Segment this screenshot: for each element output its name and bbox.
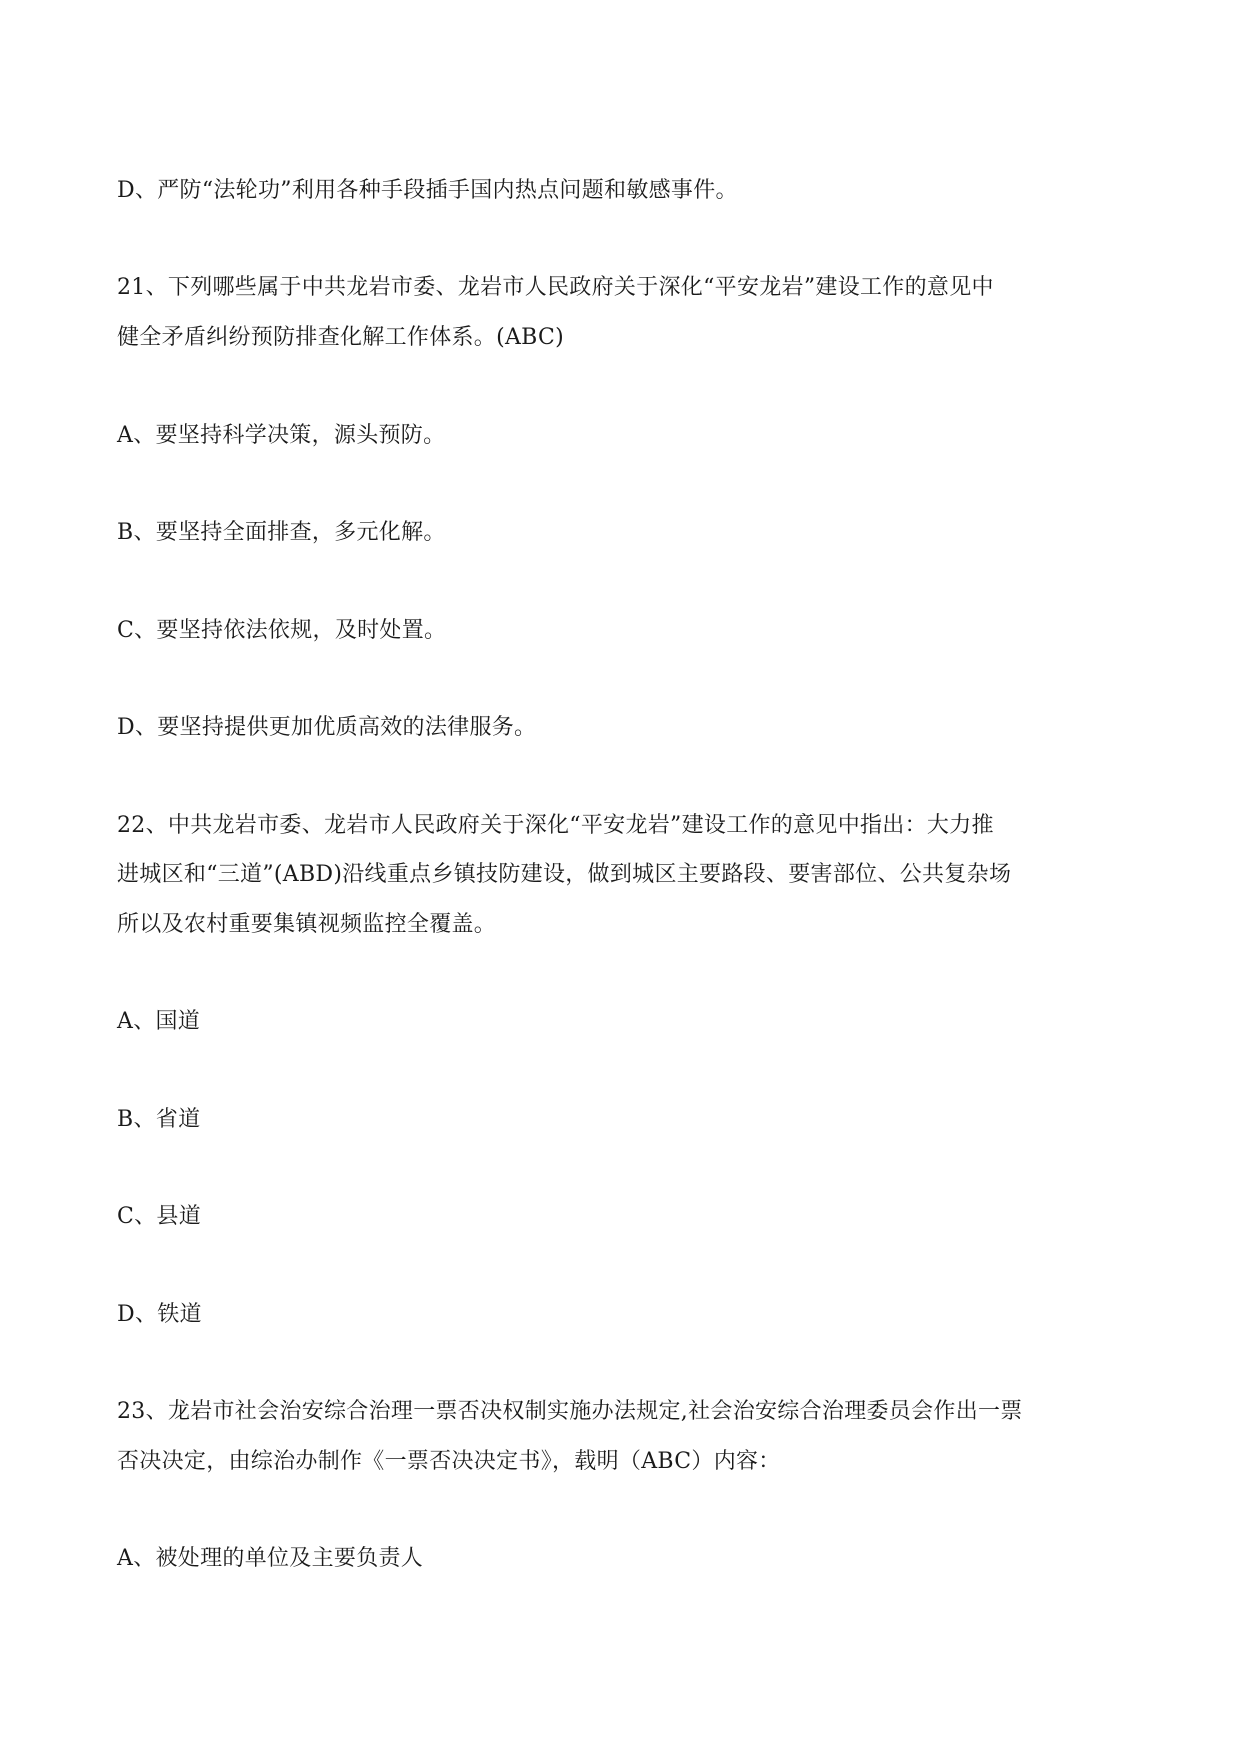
question-23-line-1: 23、龙岩市社会治安综合治理一票否决权制实施办法规定,社会治安综合治理委员会作出一票 bbox=[117, 1399, 1023, 1424]
option-22-c: C、县道 bbox=[117, 1204, 202, 1229]
question-23-line-2: 否决决定，由综治办制作《一票否决决定书》，载明（ABC）内容： bbox=[117, 1449, 781, 1474]
option-20-d: D、严防“法轮功”利用各种手段插手国内热点问题和敏感事件。 bbox=[117, 178, 738, 203]
question-22-line-1: 22、中共龙岩市委、龙岩市人民政府关于深化“平安龙岩”建设工作的意见中指出：大力推 bbox=[117, 813, 994, 838]
option-22-d: D、铁道 bbox=[117, 1302, 202, 1327]
option-22-b: B、省道 bbox=[117, 1107, 201, 1132]
option-21-a: A、要坚持科学决策，源头预防。 bbox=[117, 423, 446, 448]
question-22-line-3: 所以及农村重要集镇视频监控全覆盖。 bbox=[117, 912, 497, 937]
option-21-c: C、要坚持依法依规，及时处置。 bbox=[117, 618, 447, 643]
question-22-line-2: 进城区和“三道”(ABD)沿线重点乡镇技防建设，做到城区主要路段、要害部位、公共复杂场 bbox=[117, 862, 1012, 887]
option-21-d: D、要坚持提供更加优质高效的法律服务。 bbox=[117, 715, 537, 740]
question-21-line-1: 21、下列哪些属于中共龙岩市委、龙岩市人民政府关于深化“平安龙岩”建设工作的意见中 bbox=[117, 275, 994, 300]
option-22-a: A、国道 bbox=[117, 1009, 201, 1034]
question-21-line-2: 健全矛盾纠纷预防排查化解工作体系。(ABC) bbox=[117, 325, 565, 350]
option-21-b: B、要坚持全面排查，多元化解。 bbox=[117, 520, 446, 545]
option-23-a: A、被处理的单位及主要负责人 bbox=[117, 1546, 424, 1571]
